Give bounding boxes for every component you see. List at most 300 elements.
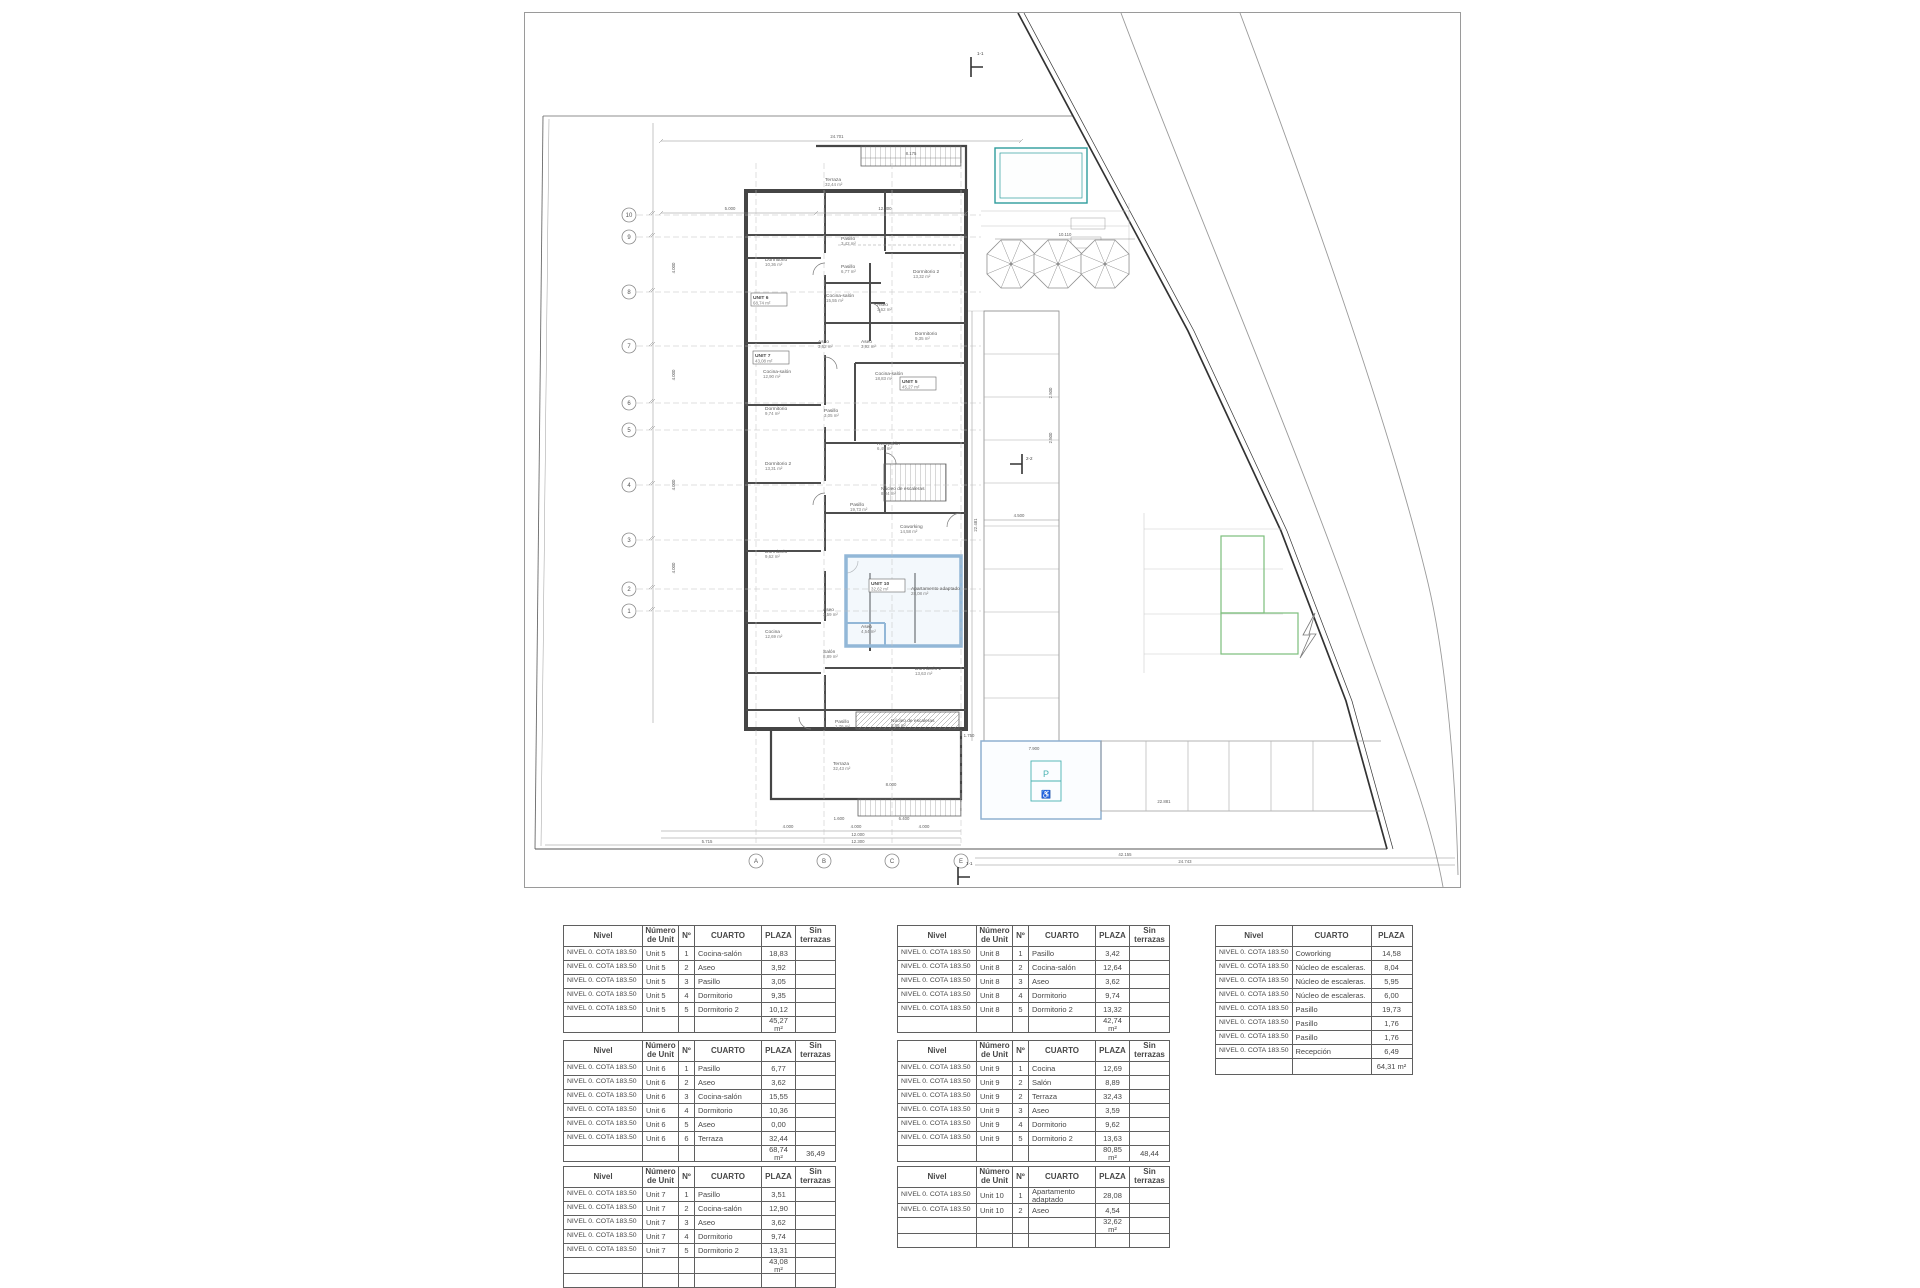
dimension-label: 22.481	[973, 518, 978, 532]
schedule-cell: 14,58	[1371, 947, 1412, 961]
schedule-cell: NIVEL 0. COTA 183.50	[1216, 961, 1293, 975]
schedule-cell	[695, 1017, 762, 1033]
schedule-header-cell: Número de Unit	[643, 1167, 679, 1188]
room-label: Pasillo	[841, 265, 856, 270]
schedule-cell: 4	[679, 1230, 695, 1244]
room-area-label: 3,62 m²	[877, 307, 892, 313]
schedule-cell: 1	[679, 947, 695, 961]
room-label: Aseo	[877, 303, 888, 308]
grid-bubble-col-label: A	[753, 859, 759, 865]
schedule-header-cell: Número de Unit	[643, 1041, 679, 1062]
schedule-cell	[1292, 1059, 1371, 1075]
schedule-cell: Unit 8	[977, 989, 1013, 1003]
schedule-header-cell: Nº	[679, 926, 695, 947]
section-marker	[1010, 454, 1022, 474]
room-label: Terraza	[833, 762, 849, 767]
schedule-cell: 5,95	[1371, 975, 1412, 989]
table-empty-row	[564, 1274, 836, 1288]
schedule-cell: 4	[1013, 1118, 1029, 1132]
schedule-cell: Unit 5	[643, 1003, 679, 1017]
schedule-cell: NIVEL 0. COTA 183.50	[898, 947, 977, 961]
floor-plan	[525, 13, 1460, 887]
schedule-cell: 1	[679, 1188, 695, 1202]
room-area-label: 6,77 m²	[841, 269, 856, 275]
dimension-label: 8.175	[905, 151, 917, 156]
schedule-cell: Aseo	[1029, 1204, 1096, 1218]
road	[1121, 13, 1458, 887]
table-row	[898, 989, 1170, 1003]
table-row	[564, 1202, 836, 1216]
schedule-cell	[898, 1218, 977, 1234]
schedule-header-cell: PLAZA	[1371, 926, 1412, 947]
table-row	[1216, 947, 1413, 961]
schedule-cell: Coworking	[1292, 947, 1371, 961]
room-area-label: 1,76 m²	[835, 724, 850, 730]
schedule-cell: 3,59	[1096, 1104, 1130, 1118]
umbrella-icon	[1034, 240, 1082, 288]
schedule-cell: NIVEL 0. COTA 183.50	[1216, 975, 1293, 989]
schedule-cell: Núcleo de escaleras.	[1292, 989, 1371, 1003]
schedule-cell: Pasillo	[1292, 1031, 1371, 1045]
schedule-cell	[564, 1146, 643, 1162]
schedule-cell	[977, 1146, 1013, 1162]
room-label: Pasillo	[835, 720, 850, 725]
dimension-label: 2.500	[1048, 432, 1053, 444]
schedule-cell	[796, 989, 836, 1003]
schedule-cell: 4	[1013, 989, 1029, 1003]
room-label: Cocina-salón	[875, 372, 903, 377]
table-row	[564, 1090, 836, 1104]
schedule-cell: 64,31 m²	[1371, 1059, 1412, 1075]
schedule-cell: 1	[1013, 1062, 1029, 1076]
schedule-cell	[643, 1258, 679, 1274]
dimension-label: 4.000	[671, 262, 676, 274]
schedule-cell: Dormitorio 2	[695, 1003, 762, 1017]
schedule-cell	[679, 1017, 695, 1033]
schedule-cell: 3,92	[762, 961, 796, 975]
schedule-cell	[643, 1274, 679, 1288]
schedule-cell: NIVEL 0. COTA 183.50	[898, 1003, 977, 1017]
grid-bubble-row-label: 2	[627, 587, 631, 593]
room-area-label: 9,62 m²	[765, 554, 780, 560]
schedule-cell: 3	[679, 1090, 695, 1104]
schedule-cell: 13,63	[1096, 1132, 1130, 1146]
schedule-cell: Unit 6	[643, 1132, 679, 1146]
schedule-cell: 3,62	[762, 1216, 796, 1230]
room-label: Dormitorio 2	[915, 667, 942, 672]
schedule-cell: 1,76	[1371, 1017, 1412, 1031]
schedule-header-cell: CUARTO	[1029, 1041, 1096, 1062]
schedule-header-cell: Nivel	[564, 1041, 643, 1062]
room-label: Recepción	[877, 442, 900, 447]
schedule-cell: 18,83	[762, 947, 796, 961]
schedule-cell: 3,62	[1096, 975, 1130, 989]
svg-text:P: P	[1042, 769, 1050, 779]
dimension-label: 10.110	[1058, 232, 1072, 237]
schedule-cell	[796, 1244, 836, 1258]
schedule-cell	[1216, 1059, 1293, 1075]
schedule-cell: 5	[679, 1118, 695, 1132]
schedule-header-cell: Sin terrazas	[796, 926, 836, 947]
schedule-cell	[695, 1258, 762, 1274]
schedule-cell: 12,69	[1096, 1062, 1130, 1076]
schedule-cell: NIVEL 0. COTA 183.50	[564, 961, 643, 975]
schedule-cell: 3,05	[762, 975, 796, 989]
room-area-label: 12,90 m²	[763, 374, 781, 380]
table-row	[564, 1188, 836, 1202]
schedule-cell	[796, 1202, 836, 1216]
bottom-parking	[981, 741, 1381, 819]
grid-bubble-col-label: B	[821, 859, 827, 865]
schedule-cell: 28,08	[1096, 1188, 1130, 1204]
room-label: Núcleo de escaleras	[881, 487, 925, 492]
schedule-header-cell: Nivel	[564, 1167, 643, 1188]
schedule-cell	[977, 1017, 1013, 1033]
schedule-cell: NIVEL 0. COTA 183.50	[898, 1062, 977, 1076]
schedule-cell	[679, 1146, 695, 1162]
dimension-label: 12.300	[851, 839, 865, 844]
schedule-cell: Pasillo	[695, 1188, 762, 1202]
table-row	[564, 1244, 836, 1258]
table-row	[898, 975, 1170, 989]
schedule-cell	[1130, 1090, 1170, 1104]
schedule-cell: Aseo	[695, 1216, 762, 1230]
table-row	[898, 1132, 1170, 1146]
schedule-header-cell: Nivel	[1216, 926, 1293, 947]
table-row	[564, 1118, 836, 1132]
schedule-cell: Aseo	[1029, 975, 1096, 989]
schedule-cell: 1,76	[1371, 1031, 1412, 1045]
schedule-cell: 3	[679, 975, 695, 989]
schedule-header-row	[564, 926, 836, 947]
schedule-cell: Aseo	[695, 1118, 762, 1132]
schedule-header-cell: PLAZA	[1096, 1041, 1130, 1062]
schedule-header-cell: Sin terrazas	[796, 1167, 836, 1188]
room-area-label: 12,69 m²	[765, 634, 783, 640]
schedule-cell	[796, 1274, 836, 1288]
schedule-header-cell: PLAZA	[762, 1041, 796, 1062]
schedule-cell: Dormitorio	[695, 989, 762, 1003]
table-row	[564, 975, 836, 989]
schedule-cell	[1130, 1188, 1170, 1204]
schedule-cell	[762, 1274, 796, 1288]
room-area-label: 3,92 m²	[861, 344, 876, 350]
schedule-header-cell: Nº	[1013, 1167, 1029, 1188]
table-row	[564, 961, 836, 975]
table-row	[564, 1132, 836, 1146]
grid-bubble-row-label: 5	[627, 428, 631, 434]
schedule-header-cell: CUARTO	[695, 1041, 762, 1062]
schedule-cell: 68,74 m²	[762, 1146, 796, 1162]
schedule-header-cell: Nivel	[898, 1041, 977, 1062]
schedule-cell: 13,32	[1096, 1003, 1130, 1017]
schedule-cell: 9,62	[1096, 1118, 1130, 1132]
schedule-cell: 12,90	[762, 1202, 796, 1216]
schedule-cell: 1	[679, 1062, 695, 1076]
grid-bubble-row-label: 10	[625, 213, 633, 219]
schedule-cell: Pasillo	[695, 975, 762, 989]
room-area-label: 13,31 m²	[765, 466, 783, 472]
schedule-cell: 3	[1013, 1104, 1029, 1118]
schedule-cell: 3	[1013, 975, 1029, 989]
schedule-cell	[1130, 1132, 1170, 1146]
schedule-cell	[796, 1132, 836, 1146]
schedule-cell: 6,00	[1371, 989, 1412, 1003]
room-area-label: 18,83 m²	[875, 376, 893, 382]
schedule-cell	[796, 1062, 836, 1076]
schedule-header-cell: Nº	[1013, 926, 1029, 947]
schedule-cell: Aseo	[1029, 1104, 1096, 1118]
dimension-label: 12.000	[851, 832, 865, 837]
schedule-cell	[796, 1230, 836, 1244]
schedule-cell: Unit 9	[977, 1076, 1013, 1090]
table-total-row	[564, 1146, 836, 1162]
room-area-label: 9,35 m²	[915, 336, 930, 342]
room-label: Cocina	[765, 630, 780, 635]
schedule-cell: 80,85 m²	[1096, 1146, 1130, 1162]
room-label: Dormitorio	[765, 407, 788, 412]
schedule-header-cell: CUARTO	[1292, 926, 1371, 947]
schedule-cell: Unit 8	[977, 961, 1013, 975]
schedule-cell: Apartamento adaptado	[1029, 1188, 1096, 1204]
schedule-cell	[1130, 1104, 1170, 1118]
schedule-cell: NIVEL 0. COTA 183.50	[898, 975, 977, 989]
table-row	[1216, 1031, 1413, 1045]
room-area-label: 3,62 m²	[818, 344, 833, 350]
schedule-cell: Cocina-salón	[695, 1202, 762, 1216]
schedule-cell: Dormitorio	[695, 1104, 762, 1118]
schedule-cell: NIVEL 0. COTA 183.50	[898, 1090, 977, 1104]
table-total-row	[564, 1258, 836, 1274]
schedule-cell: Unit 5	[643, 947, 679, 961]
schedule-cell: 10,36	[762, 1104, 796, 1118]
schedule-cell: 6,49	[1371, 1045, 1412, 1059]
room-label: Aseo	[823, 608, 834, 613]
schedule-cell	[1130, 947, 1170, 961]
table-total-row	[1216, 1059, 1413, 1075]
dimension-label: 22.881	[1157, 799, 1171, 804]
schedule-cell	[1013, 1017, 1029, 1033]
schedule-cell: Cocina-salón	[695, 947, 762, 961]
table-row	[1216, 989, 1413, 1003]
room-label: Pasillo	[841, 237, 856, 242]
schedule-cell: 45,27 m²	[762, 1017, 796, 1033]
schedule-header-cell: PLAZA	[1096, 1167, 1130, 1188]
schedule-cell: Terraza	[695, 1132, 762, 1146]
table-row	[898, 961, 1170, 975]
table-row	[1216, 975, 1413, 989]
schedule-cell: NIVEL 0. COTA 183.50	[564, 1062, 643, 1076]
schedule-cell	[796, 1104, 836, 1118]
schedule-cell	[1130, 1118, 1170, 1132]
schedule-cell: 32,62 m²	[1096, 1218, 1130, 1234]
grid-bubble-col-label: E	[958, 859, 964, 865]
schedule-cell	[1130, 1062, 1170, 1076]
schedule-cell	[1029, 1218, 1096, 1234]
table-row	[898, 1062, 1170, 1076]
dimension-label: 2.500	[1048, 387, 1053, 399]
schedule-cell	[796, 947, 836, 961]
schedule-cell: Aseo	[695, 1076, 762, 1090]
room-area-label: 3,05 m²	[824, 413, 839, 419]
schedule-cell: 2	[679, 1202, 695, 1216]
schedule-cell: Pasillo	[1292, 1003, 1371, 1017]
table-row	[898, 1076, 1170, 1090]
umbrella-icon	[987, 240, 1035, 288]
table-empty-row	[898, 1234, 1170, 1248]
schedule-cell: 4	[679, 989, 695, 1003]
section-marker-label: 1-1	[977, 51, 984, 56]
schedule-cell: Pasillo	[1029, 947, 1096, 961]
schedule-cell: 2	[1013, 961, 1029, 975]
dimension-label: 24.701	[830, 134, 844, 139]
schedule-cell: NIVEL 0. COTA 183.50	[898, 1132, 977, 1146]
schedule-cell	[796, 1090, 836, 1104]
schedule-cell: Unit 8	[977, 1003, 1013, 1017]
room-label: Cocina-salón	[826, 294, 854, 299]
dimension-label: 8.000	[885, 782, 897, 787]
table-row	[1216, 961, 1413, 975]
room-label: Dormitorio	[765, 550, 788, 555]
schedule-cell: NIVEL 0. COTA 183.50	[564, 1104, 643, 1118]
dimension-label: 6.400	[898, 816, 910, 821]
schedule-cell	[796, 1076, 836, 1090]
room-area-label: 9,74 m²	[765, 411, 780, 417]
schedule-cell: NIVEL 0. COTA 183.50	[564, 1118, 643, 1132]
room-area-label: 10,36 m²	[765, 262, 783, 268]
room-label: Dormitorio 2	[913, 270, 940, 275]
schedule-cell: 2	[1013, 1090, 1029, 1104]
schedule-cell: NIVEL 0. COTA 183.50	[564, 1076, 643, 1090]
dimension-label: 4.000	[850, 824, 862, 829]
schedule-cell: Unit 7	[643, 1244, 679, 1258]
schedule-cell: Unit 6	[643, 1062, 679, 1076]
schedule-cell: Aseo	[695, 961, 762, 975]
schedule-cell: 3,42	[1096, 947, 1130, 961]
schedule-cell: NIVEL 0. COTA 183.50	[1216, 1017, 1293, 1031]
schedule-cell: NIVEL 0. COTA 183.50	[1216, 947, 1293, 961]
schedule-header-row	[1216, 926, 1413, 947]
table-total-row	[898, 1017, 1170, 1033]
schedule-cell: 1	[1013, 947, 1029, 961]
schedule-cell	[796, 1258, 836, 1274]
schedule-cell: Dormitorio	[1029, 989, 1096, 1003]
schedule-cell: 8,04	[1371, 961, 1412, 975]
unit-tag-label: UNIT 6	[753, 296, 769, 301]
schedule-cell: Dormitorio	[1029, 1118, 1096, 1132]
schedule-cell: 5	[1013, 1003, 1029, 1017]
schedule-cell: 8,89	[1096, 1076, 1130, 1090]
schedule-cell	[796, 1118, 836, 1132]
room-label: Coworking	[900, 525, 923, 530]
section-marker	[958, 867, 970, 885]
schedule-cell: 9,74	[1096, 989, 1130, 1003]
schedule-header-cell: Número de Unit	[643, 926, 679, 947]
unit-tag-area: 68,74 m²	[753, 300, 771, 306]
schedule-cell: Unit 10	[977, 1204, 1013, 1218]
table-row	[898, 1204, 1170, 1218]
room-label: Terraza	[825, 178, 841, 183]
schedule-header-cell: Sin terrazas	[1130, 1167, 1170, 1188]
unit-tag-label: UNIT 5	[902, 380, 918, 385]
schedule-cell: 2	[1013, 1076, 1029, 1090]
schedule-cell: Unit 8	[977, 947, 1013, 961]
table-row	[898, 947, 1170, 961]
schedule-cell	[643, 1017, 679, 1033]
schedule-cell: Pasillo	[695, 1062, 762, 1076]
unit-tag-area: 43,08 m²	[755, 358, 773, 364]
room-label: Dormitorio	[765, 258, 788, 263]
schedule-cell	[1130, 961, 1170, 975]
schedule-cell: 4	[679, 1104, 695, 1118]
schedule-cell: Unit 9	[977, 1062, 1013, 1076]
schedule-header-cell: Sin terrazas	[1130, 1041, 1170, 1062]
schedule-cell: 36,49	[796, 1146, 836, 1162]
schedule-cell: Unit 6	[643, 1076, 679, 1090]
schedule-cell: NIVEL 0. COTA 183.50	[564, 1230, 643, 1244]
schedule-header-cell: Número de Unit	[977, 1167, 1013, 1188]
room-area-label: 14,58 m²	[900, 529, 918, 535]
schedule-cell: 2	[679, 961, 695, 975]
schedule-cell: Dormitorio 2	[1029, 1003, 1096, 1017]
schedule-cell: 5	[679, 1244, 695, 1258]
section-marker-label: 2-2	[1026, 456, 1033, 461]
dimension-label: 4.000	[918, 824, 930, 829]
schedule-header-row	[564, 1041, 836, 1062]
schedule-cell: 6	[679, 1132, 695, 1146]
schedule-cell: Cocina	[1029, 1062, 1096, 1076]
schedule-cell: NIVEL 0. COTA 183.50	[564, 1188, 643, 1202]
schedule-cell: NIVEL 0. COTA 183.50	[898, 1188, 977, 1204]
room-label: Pasillo	[850, 503, 865, 508]
schedule-cell: Núcleo de escaleras.	[1292, 961, 1371, 975]
table-row	[898, 1003, 1170, 1017]
schedule-cell: 32,43	[1096, 1090, 1130, 1104]
schedule-cell: NIVEL 0. COTA 183.50	[564, 1132, 643, 1146]
schedule-cell: NIVEL 0. COTA 183.50	[898, 1118, 977, 1132]
section-marker-label: 1-1	[966, 861, 973, 866]
table-row	[898, 1104, 1170, 1118]
schedule-cell	[1013, 1146, 1029, 1162]
schedule-cell	[898, 1146, 977, 1162]
schedule-cell	[796, 1017, 836, 1033]
table-row	[564, 1062, 836, 1076]
schedule-cell: NIVEL 0. COTA 183.50	[898, 961, 977, 975]
schedule-cell: 48,44	[1130, 1146, 1170, 1162]
schedule-cell: Terraza	[1029, 1090, 1096, 1104]
schedule-header-row	[564, 1167, 836, 1188]
schedule-table-unit-5	[563, 925, 836, 1033]
schedule-cell: Dormitorio 2	[695, 1244, 762, 1258]
schedule-cell: Cocina-salón	[1029, 961, 1096, 975]
schedule-cell: 15,55	[762, 1090, 796, 1104]
schedule-table-unit-10	[897, 1166, 1170, 1248]
schedule-cell	[796, 1003, 836, 1017]
lightning-bolt-icon	[1300, 613, 1316, 658]
schedule-cell: Unit 5	[643, 975, 679, 989]
room-area-label: 6,49 m²	[877, 446, 892, 452]
schedule-cell: Núcleo de escaleras.	[1292, 975, 1371, 989]
schedule-cell: NIVEL 0. COTA 183.50	[1216, 1045, 1293, 1059]
table-row	[564, 1104, 836, 1118]
dimension-label: 1.750	[963, 733, 975, 738]
schedule-cell: NIVEL 0. COTA 183.50	[564, 1090, 643, 1104]
schedule-cell	[796, 1216, 836, 1230]
schedule-cell	[1029, 1146, 1096, 1162]
grid-bubble-row-label: 3	[627, 538, 631, 544]
table-row	[564, 1230, 836, 1244]
room-area-label: 19,73 m²	[850, 507, 868, 513]
